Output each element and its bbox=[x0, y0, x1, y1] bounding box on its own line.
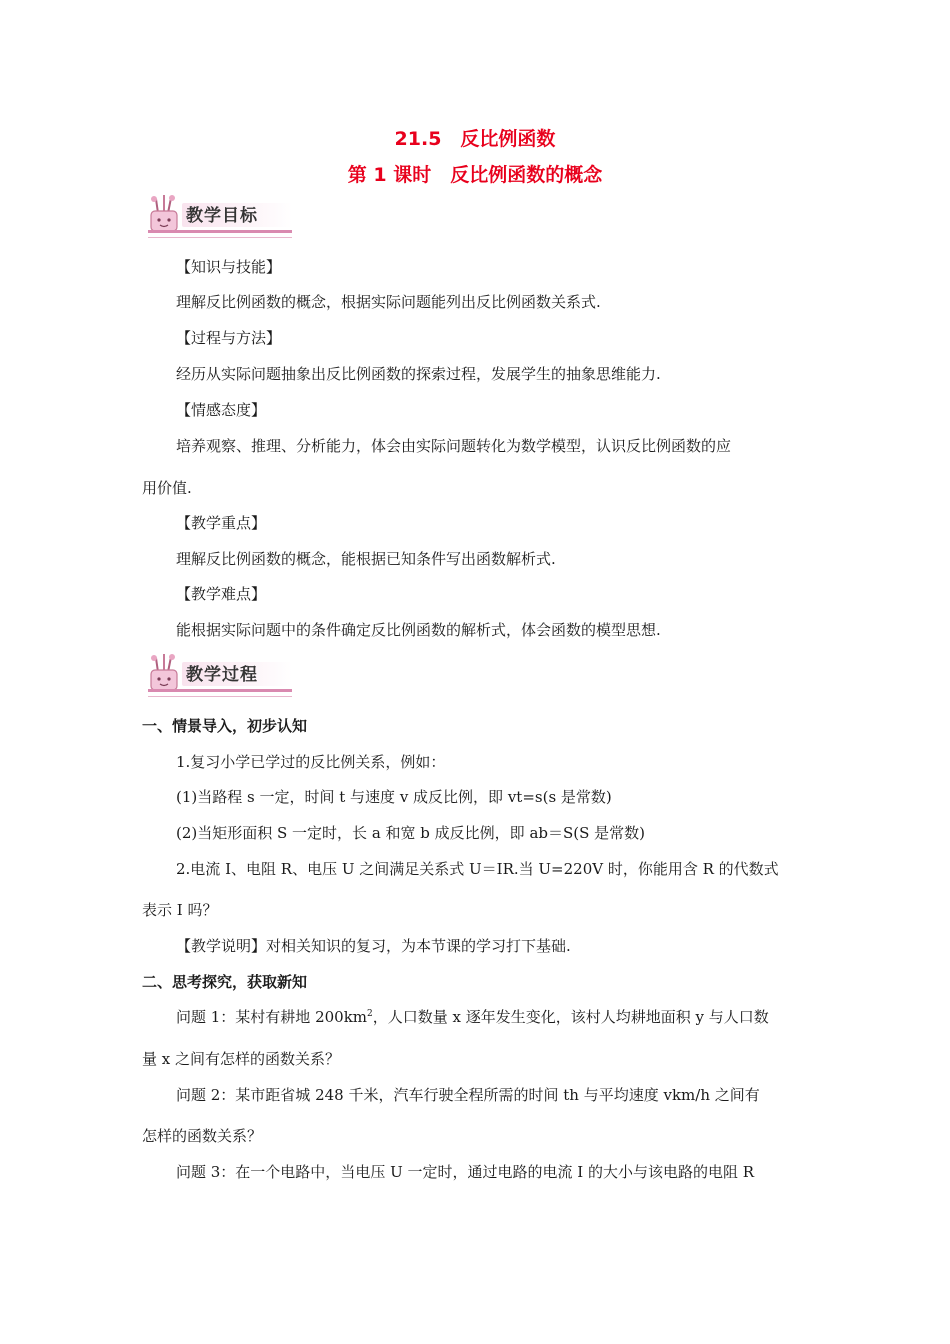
difficulty-heading: 【教学难点】 bbox=[176, 585, 267, 603]
knowledge-heading: 【知识与技能】 bbox=[176, 258, 282, 276]
knowledge-text: 理解反比例函数的概念，根据实际问题能列出反比例函数关系式. bbox=[176, 293, 601, 311]
lesson-subtitle: 第 1 课时 反比例函数的概念 bbox=[347, 164, 603, 186]
question-1-line1: 问题 1：某村有耕地 $200km^2$，人口数量 x 逐年发生变化，该村人均耕地面积 y 与人口数 bbox=[176, 1008, 769, 1026]
section-2-heading: 二、思考探究，获取新知 bbox=[142, 973, 308, 991]
superscript: 2 bbox=[367, 1009, 373, 1019]
section-1-heading: 一、情景导入，初步认知 bbox=[142, 717, 308, 735]
question-2-line2: 怎样的函数关系？ bbox=[142, 1127, 263, 1145]
emotion-heading: 【情感态度】 bbox=[176, 401, 267, 419]
question-1-line2: 量 x 之间有怎样的函数关系？ bbox=[142, 1050, 340, 1068]
section-1-paragraph: (2)当矩形面积 S 一定时，长 a 和宽 b 成反比例，即 ab＝S(S 是常数) bbox=[176, 824, 646, 842]
banner-label: 教学目标 bbox=[186, 206, 258, 226]
section-1-paragraph: (1)当路程 s 一定，时间 t 与速度 v 成反比例，即 vt=s(s 是常数) bbox=[176, 788, 612, 806]
banner-underline bbox=[148, 230, 292, 233]
method-text: 经历从实际问题抽象出反比例函数的探索过程，发展学生的抽象思维能力. bbox=[176, 365, 661, 383]
teaching-note: 【教学说明】对相关知识的复习，为本节课的学习打下基础. bbox=[176, 937, 571, 955]
key-point-heading: 【教学重点】 bbox=[176, 514, 267, 532]
goals-banner bbox=[142, 193, 292, 239]
banner-underline bbox=[148, 689, 292, 692]
question-2-line1: 问题 2：某市距省城 248 千米，汽车行驶全程所需的时间 th 与平均速度 vkm/h 之间有 bbox=[176, 1086, 760, 1104]
question-3-line1: 问题 3：在一个电路中，当电压 U 一定时，通过电路的电流 I 的大小与该电路的电阻 R bbox=[176, 1163, 755, 1181]
difficulty-text: 能根据实际问题中的条件确定反比例函数的解析式，体会函数的模型思想. bbox=[176, 621, 661, 639]
banner-underline-thin bbox=[148, 696, 292, 697]
lesson-title: 21.5 反比例函数 bbox=[394, 128, 556, 150]
emotion-text-line2: 用价值. bbox=[142, 479, 192, 497]
method-heading: 【过程与方法】 bbox=[176, 329, 282, 347]
section-1-paragraph: 1.复习小学已学过的反比例关系，例如： bbox=[176, 753, 446, 771]
emotion-text-line1: 培养观察、推理、分析能力，体会由实际问题转化为数学模型，认识反比例函数的应 bbox=[176, 437, 732, 455]
banner-underline-thin bbox=[148, 237, 292, 238]
section-1-paragraph: 2.电流 I、电阻 R、电压 U 之间满足关系式 U＝IR.当 U=220V 时，你能用含 R 的代数式 bbox=[176, 860, 779, 878]
key-point-text: 理解反比例函数的概念，能根据已知条件写出函数解析式. bbox=[176, 550, 556, 568]
banner-label: 教学过程 bbox=[186, 665, 258, 685]
process-banner bbox=[142, 652, 292, 698]
section-1-paragraph: 表示 I 吗？ bbox=[142, 901, 218, 919]
